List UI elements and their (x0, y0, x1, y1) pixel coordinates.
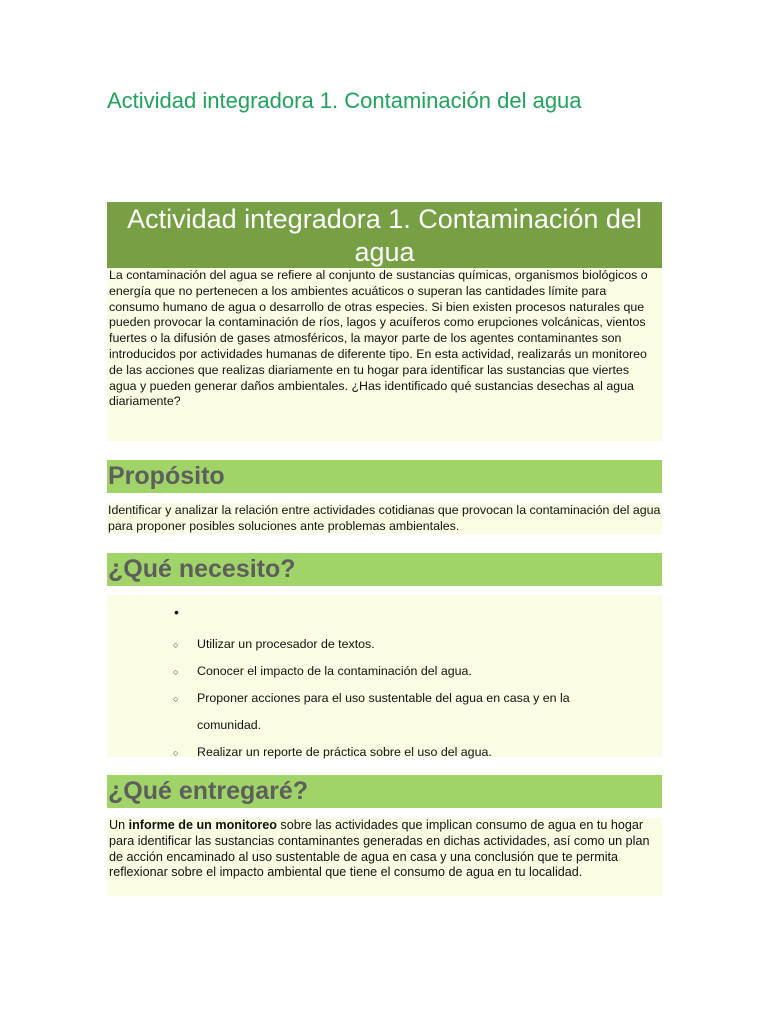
list-item (107, 739, 662, 766)
list-item-text: Realizar un reporte de práctica sobre el uso del agua. (197, 745, 492, 759)
list-item-text: Conocer el impacto de la contaminación del agua. (197, 664, 472, 678)
list-item-text-continued: comunidad. (197, 718, 262, 732)
entregare-paragraph: sobre las actividades que implican consumo de agua en tu hogar para identificar las sustancias contaminantes generadas en dichas actividades, así como un plan de acción encaminado al uso sustentable de agua en casa y una conclusión que te permita reflexionar sobre el impacto ambiental que tiene el consumo de agua en tu localidad. (109, 818, 650, 880)
list-item (107, 631, 662, 658)
activity-title-banner: Actividad integradora 1. Contaminación del agua (107, 202, 662, 268)
list-item (107, 658, 662, 685)
entregare-bold-text: informe de un monitoreo (128, 818, 277, 832)
circle-bullet-icon: ○ (173, 748, 179, 758)
bullet-icon: • (174, 604, 179, 620)
section-heading-necesito: ¿Qué necesito? (107, 553, 662, 586)
list-item-text: Proponer acciones para el uso sustentable del agua en casa y en la (197, 691, 570, 705)
section-heading-entregare: ¿Qué entregaré? (107, 775, 662, 808)
section-heading-proposito: Propósito (107, 460, 662, 493)
proposito-panel (107, 503, 662, 534)
document-heading: Actividad integradora 1. Contaminación del agua (107, 88, 582, 113)
circle-bullet-icon: ○ (173, 667, 179, 677)
circle-bullet-icon: ○ (173, 694, 179, 704)
intro-paragraph: La contaminación del agua se refiere al conjunto de sustancias químicas, organismos biológicos o energía que no pertenecen a los ambientes acuáticos o superan las cantidades límite para consumo humano de agua o desarrollo de otras especies. Si bien existen procesos naturales que pueden provocar la contaminación de ríos, lagos y acuíferos como erupciones volcánicas, vientos fuertes o la difusión de gases atmosféricos, la mayor parte de los agentes contaminantes son introducidos por actividades humanas de diferente tipo. En esta actividad, realizarás un monitoreo de las acciones que realizas diariamente en tu hogar para identificar las sustancias que viertes agua y pueden generar daños ambientales. ¿Has identificado qué sustancias desechas al agua diariamente? (109, 268, 648, 409)
list-item (107, 685, 662, 739)
requirements-list (107, 631, 662, 766)
circle-bullet-icon: ○ (173, 640, 179, 650)
intro-panel (107, 268, 662, 441)
necesito-panel (107, 595, 662, 757)
entregare-panel (107, 818, 662, 896)
entregare-prefix: Un (109, 818, 129, 832)
proposito-paragraph: Identificar y analizar la relación entre actividades cotidianas que provocan la contaminación del agua para proponer posibles soluciones ante problemas ambientales. (108, 503, 661, 533)
list-item-text: Utilizar un procesador de textos. (197, 637, 375, 651)
